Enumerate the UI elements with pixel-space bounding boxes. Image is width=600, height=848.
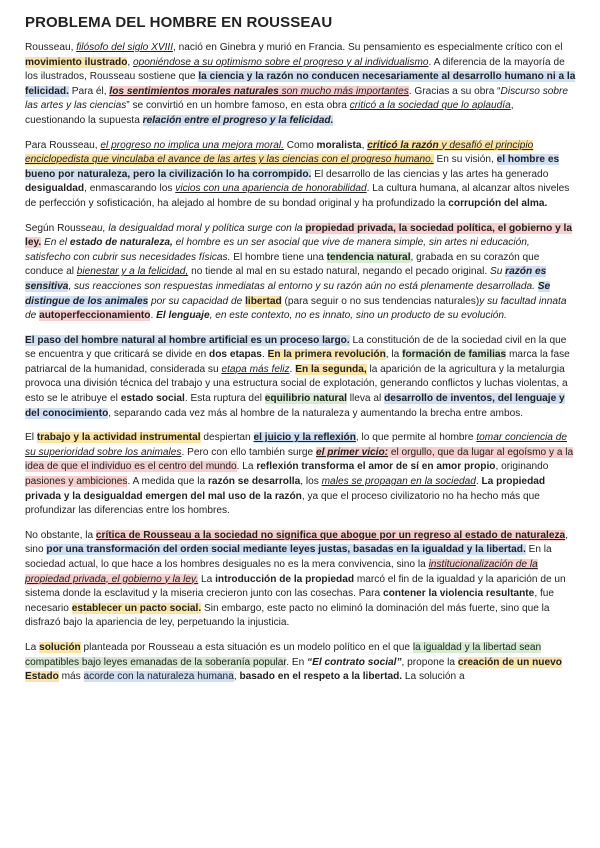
text-run: estado de naturaleza, xyxy=(69,237,173,249)
document-body xyxy=(25,41,576,685)
text-run: desarrollo de inventos, del lenguaje y del conocimiento xyxy=(25,393,565,419)
text-run: el juicio y la reflexión xyxy=(253,432,356,444)
text-run: Discurso sobre las artes y las ciencias xyxy=(25,85,569,112)
text-run: En la sociedad actual, lo que hace a los hombres desiguales no es la mera convivencia, sino la xyxy=(25,544,552,570)
text-run: acorde con la naturaleza humana xyxy=(83,671,234,683)
text-run: El hombre tiene una xyxy=(230,251,327,263)
text-run: equilibrio natural xyxy=(264,393,347,405)
text-run: , xyxy=(361,139,368,151)
text-run: basado en el respeto a la libertad. xyxy=(239,671,403,683)
text-run: La constitución de de la sociedad civil en la que se encuentra y que criticará se divide en xyxy=(25,334,567,361)
text-run: , separando cada vez más al hombre de la naturaleza y aumentando la brecha entre ambos. xyxy=(108,407,524,419)
text-run: marcó el fin de la igualdad y la aparición de un sistema donde la esclavitud y la miseria crecieron junto con las cosechas. Para xyxy=(25,573,566,600)
text-run: , xyxy=(233,671,240,683)
text-run: libertad xyxy=(245,295,282,307)
text-run: . A medida que la xyxy=(127,476,208,488)
text-run: razón es sensitiva xyxy=(25,266,547,292)
text-run: creación de un nuevo Estado xyxy=(25,656,562,683)
text-run: lleva al xyxy=(346,393,385,405)
text-run: , xyxy=(127,56,134,68)
paragraph xyxy=(25,139,576,212)
text-run: el primer vicio: xyxy=(315,446,389,458)
text-run: , la xyxy=(385,349,403,361)
text-run: estado social xyxy=(120,393,185,405)
text-run: , sus reacciones son respuestas inmediatas al entorno y su razón aún no está plenamente desarrollada. xyxy=(68,280,535,292)
text-run: autoperfeccionamiento xyxy=(39,310,151,322)
text-run: . A diferencia de la mayoría de los ilustrados, Rousseau sostiene que xyxy=(25,56,565,83)
text-run: El lenguaje xyxy=(156,310,210,322)
text-run: los sentimientos morales naturales xyxy=(109,85,279,97)
text-run: . Pero con ello también surge xyxy=(181,446,316,458)
text-run: corrupción del alma. xyxy=(448,197,548,209)
text-run: El desarrollo de las ciencias y las artes ha generado xyxy=(311,168,549,180)
text-run: , cuestionando la supuesta xyxy=(25,100,514,126)
text-run: . xyxy=(475,476,482,488)
text-run: formación de familias xyxy=(402,349,507,361)
text-run: La xyxy=(198,573,216,585)
text-run: Como xyxy=(283,139,317,151)
text-run: la ciencia y la razón no conducen necesariamente al desarrollo humano ni a la felicidad. xyxy=(25,71,576,97)
paragraph xyxy=(25,529,576,631)
text-run: contener la violencia resultante xyxy=(382,588,535,600)
text-run: propiedad privada, la sociedad política, el gobierno y la ley. xyxy=(25,222,573,249)
paragraph xyxy=(25,41,576,129)
text-run: criticó a la sociedad que lo aplaudía xyxy=(349,100,511,112)
text-run: movimiento ilustrado xyxy=(25,56,128,68)
text-run: por una transformación del orden social mediante leyes justas, basadas en la igualdad y la libertad. xyxy=(46,544,526,556)
text-run: ” se convirtió en un hombre famoso, en esta obra xyxy=(126,100,350,112)
text-run: Para Rousseau, xyxy=(25,139,101,151)
text-run: relación entre el progreso y la felicidad. xyxy=(142,114,334,126)
text-run: desigualdad xyxy=(25,183,85,195)
text-run: despiertan xyxy=(200,432,254,444)
text-run: . La cultura humana, al alcanzar altos niveles de perfección y sofisticación, ha alejado al hombre de su bondad original y ha profundizado la xyxy=(25,183,570,209)
text-run: , propone la xyxy=(401,656,458,668)
text-run: oponiéndose a su optimismo sobre el progreso y al individualismo xyxy=(133,56,429,68)
text-run: . Esta ruptura del xyxy=(184,393,265,405)
text-run: , ya que el proceso civilizatorio no ha hecho más que profundizar las diferencias entre los hombres. xyxy=(25,490,540,517)
text-run: criticó la razón xyxy=(367,139,439,151)
text-run: la aparición de la agricultura y la metalurgia provoca una división técnica del trabajo y una estructura social de explotación, generando conflictos y luchas violentas, a esto se le atribuye el xyxy=(25,363,568,405)
text-run: el progreso no implica una mejora moral. xyxy=(100,139,284,151)
paragraph xyxy=(25,641,576,685)
text-run: La solución a xyxy=(402,671,465,683)
paragraph xyxy=(25,334,576,422)
text-run: “El contrato social” xyxy=(307,656,402,668)
text-run: . xyxy=(150,310,157,322)
text-run: . En xyxy=(286,656,308,668)
text-run: establecer un pacto social. xyxy=(71,602,202,614)
text-run: introducción de la propiedad xyxy=(215,573,355,585)
text-run: La propiedad privada y la desigualdad emergen del mal uso de la razón xyxy=(25,476,546,502)
text-run: . xyxy=(261,349,268,361)
text-run: En el xyxy=(41,237,70,249)
text-run: eau, la desigualdad moral y política surge con la xyxy=(85,222,306,234)
text-run: El xyxy=(25,432,37,444)
text-run: la igualdad y la libertad sean compatibles bajo leyes emanadas de la soberanía popular xyxy=(25,641,542,668)
text-run: Su xyxy=(487,266,506,278)
text-run: institucionalización de la propiedad privada, el gobierno y la ley. xyxy=(25,559,538,585)
document-title: PROBLEMA DEL HOMBRE EN ROUSSEAU xyxy=(25,14,333,31)
text-run: más xyxy=(58,671,84,683)
text-run: bienestar y a la felicidad, xyxy=(76,266,189,278)
text-run: etapa más feliz xyxy=(221,363,290,375)
text-run: Según Rouss xyxy=(25,222,86,234)
text-run: pasiones y ambiciones xyxy=(25,476,128,488)
text-run: Para él, xyxy=(68,85,110,97)
text-run: En la segunda, xyxy=(295,363,367,375)
text-run: tendencia natural xyxy=(326,251,411,263)
text-run: En su visión, xyxy=(433,154,497,166)
text-run: , enmascarando los xyxy=(84,183,176,195)
text-run: , en este contexto, no es innato, sino un producto de su evolución. xyxy=(209,310,507,322)
text-run: no tiende al mal en su estado natural, negando el pecado original. xyxy=(188,266,488,278)
text-run: el hombre es un ser asocial que vive de manera simple, sin artes ni educación, satisfecho con cubrir sus necesidades físicas. xyxy=(25,237,530,263)
text-run: son mucho más importantes xyxy=(278,85,409,97)
text-run: , grabada en su corazón que conduce al xyxy=(25,251,540,278)
text-run: , lo que permite al hombre xyxy=(355,432,477,444)
text-run: trabajo y la actividad instrumental xyxy=(36,432,201,444)
text-run: por su capacidad de xyxy=(148,295,246,307)
text-run: males se propagan en la sociedad xyxy=(321,476,476,488)
text-run: , sino xyxy=(25,529,569,556)
text-run: . La xyxy=(236,461,257,473)
text-run: solución xyxy=(39,641,81,653)
paragraph xyxy=(25,222,576,324)
text-run: , nació en Ginebra y murió en Francia. Su pensamiento es especialmente crítico con el xyxy=(173,42,563,53)
text-run: La xyxy=(25,641,40,653)
text-run: reflexión transforma el amor de sí en amor propio xyxy=(256,461,496,473)
text-run: tomar conciencia de su superioridad sobre los animales xyxy=(25,432,567,458)
text-run: dos etapas xyxy=(209,349,262,361)
text-run: el hombre es bueno por naturaleza, pero la civilización lo ha corrompido. xyxy=(25,154,560,180)
text-run: No obstante, la xyxy=(25,529,96,541)
text-run: , los xyxy=(300,476,322,488)
text-run: y desafió el principio enciclopedista que vinculaba el avance de las artes y las ciencias con el progreso humano. xyxy=(25,139,534,166)
text-run: vicios con una apariencia de honorabilidad xyxy=(175,183,367,195)
text-run: el orgullo, que da lugar al egoísmo y a la idea de que el individuo es el centro del mundo xyxy=(25,446,574,473)
text-run: moralista xyxy=(316,139,362,151)
text-run: El paso del hombre natural al hombre artificial es un proceso largo. xyxy=(25,334,350,346)
paragraph xyxy=(25,431,576,519)
text-run: marca la fase patriarcal de la humanidad, considerada su xyxy=(25,349,570,375)
text-run: (para seguir o no sus tendencias naturales) xyxy=(281,295,480,307)
text-run: Sin embargo, este pacto no eliminó la dominación del más fuerte, sino que la disfrazó bajo la apariencia de ley, perpetuando la injusticia. xyxy=(25,602,550,629)
text-run: . Gracias a su obra “ xyxy=(408,85,501,97)
text-run: Se distingue de los animales xyxy=(25,280,551,307)
text-run: , fue necesario xyxy=(25,588,555,614)
text-run: planteada por Rousseau a esta situación es un modelo político en el que xyxy=(80,641,413,653)
text-run: , originando xyxy=(495,461,549,473)
text-run: Rousseau, xyxy=(25,42,77,53)
text-run: . xyxy=(289,363,296,375)
text-run: razón se desarrolla xyxy=(207,476,301,488)
text-run: filósofo del siglo XVIII xyxy=(76,42,174,53)
text-run: crítica de Rousseau a la sociedad no significa que abogue por un regreso al estado de naturaleza xyxy=(95,529,566,541)
text-run: y su facultad innata de xyxy=(25,295,567,322)
text-run: En la primera revolución xyxy=(267,349,386,361)
